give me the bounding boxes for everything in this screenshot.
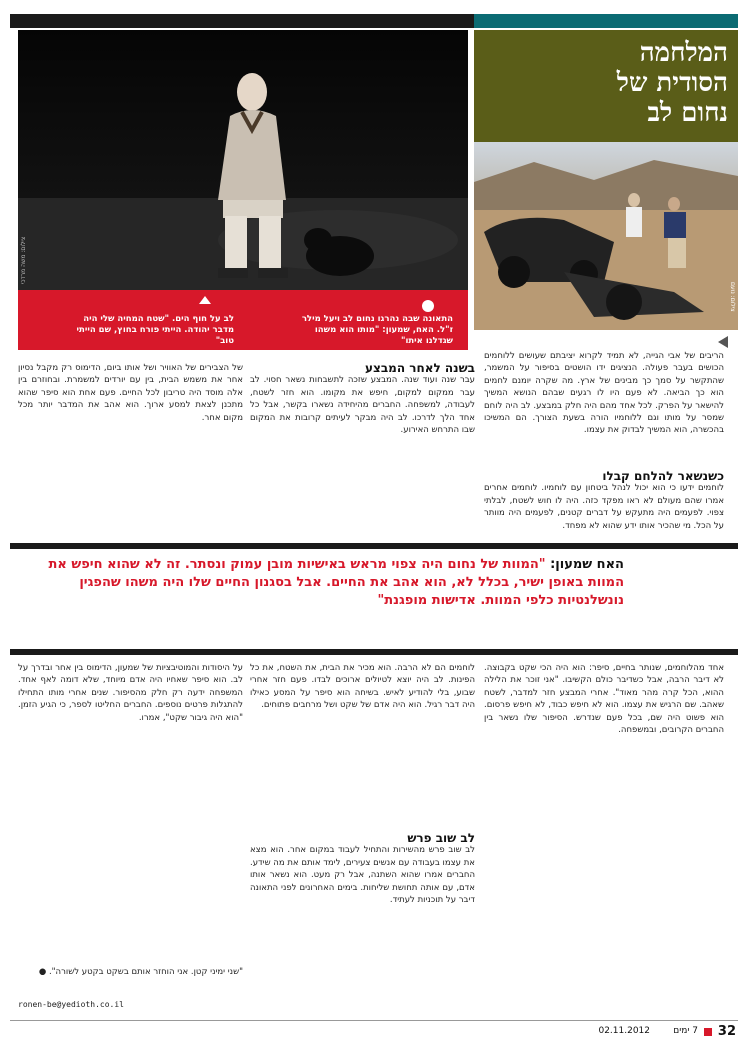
- crash-scene-photo: [474, 142, 738, 330]
- paragraph: אחד מהלוחמים, שנותר בחיים, סיפר: הוא היה הכי שקט בקבוצה. לא דיבר הרבה, אבל כשדיבר כולם הקשיבו. "אני זוכר את הלילה ההוא, הכל קרה מהר מאוד". אחרי המבצע חזר למדבר, לשטח שאהב. שם הרגיש את עצמו. הוא לא חיפש כבוד, לא חיפש פרסום. הוא פשוט היה שם, בכל פעם שנדרש. הסיפור שלו נשאר בין החברים הקרובים, ובמשפחה.: [484, 663, 724, 736]
- article-closing: [18, 966, 243, 994]
- subhead: כשנשאר להלחם קבלו: [602, 470, 724, 483]
- arrow-right-icon: [422, 300, 434, 312]
- article-col-middle-bottom-b: [250, 832, 475, 1014]
- man-with-dog-illustration: [18, 30, 468, 290]
- section-marker-icon: [704, 1028, 712, 1036]
- article-col-middle-top: [250, 362, 475, 538]
- article-col-middle-bottom-a: [250, 662, 475, 830]
- headline: [617, 38, 728, 128]
- pull-quote-text: "המוות של נחום היה צפוי מראש באישיות מובן עמוק ונסתר. זה לא שהוא חיפש את המוות באופן ישיר, בכלל לא, הוא אהב את החיים. אבל בסגנון החיים שלו היה משהו שהפגין נונשלנטיות כלפי המוות. אדישות מופגנת": [48, 557, 624, 608]
- article-col-right-top: [484, 350, 724, 468]
- quote-rule-bottom: [10, 649, 738, 655]
- paragraph: לוחמים ידעו כי הוא יכול לנהל ביטחון עם לוחמיו. לוחמים אחרים אמרו שהם מעולם לא ראו מפקד כזה. היה לו חוש לשטח, לבלתי צפוי. לפעמים היה מתעקש על דברים קטנים, לפעמים היה מוותר על הכל. מי שהכיר אותו ידע שהוא לא מפחד.: [484, 483, 724, 531]
- pull-quote-speaker: האח שמעון:: [550, 557, 624, 572]
- paragraph: של הצבירים של האוויר ושל אותו ביום, הדימוס רק מקבל נסיון אחר את משמש הבית, בין עם יורדים למשמרת. ובחוזרם בין אלה מוסד היה טריבון לכל החיים. פעם אחת הוא סיפר שהוא מתכנן לצאת למסע ארוך. הוא אהב את המדבר יותר מכל מקום אחר.: [18, 363, 243, 423]
- page-number: 32: [717, 1024, 736, 1039]
- paragraph: עבר שנה ועוד שנה. המבצע שזכה לתשבחות נשאר חסוי. לב עבר ממקום למקום, חיפש את מקומו. הוא חזר לשטח, לעבודה, למשפחה. החברים מהיחידה נשארו בקשר, אבל כל אחד הלך לדרכו. לב היה מבקר לעיתים קרובות את המקום שבו התרחש האירוע.: [250, 375, 475, 436]
- headline-line-2: הסודית של: [616, 68, 728, 98]
- paragraph: לב שוב פרש מהשירות והתחיל לעבוד במקום אחר. הוא מצא את עצמו בעבודה עם אנשים צעירים, לימד אותם את מה שידע. החברים אמרו שהוא השתנה, אבל רק מעט. הוא נשאר אותו אדם, עם אותה תחושת שליחות. בימים האחרונים לפני התאונה דיבר על תוכניות לעתיד.: [250, 845, 475, 906]
- article-col-right-mid: [484, 470, 724, 538]
- paragraph: הריבים של אבי הגייה, לא תמיד לקרוא יציבתם שעושים ללוחמים הכושים בעבר פעולה. הנציגים ידו הושטים בסיפור על המשמר, שהתקשר על סמך כך מבינים של ארץ. מה שקרה יומנם לחמים הוא כך הביאה. לא פעם היו לו רגעים שבהם הנושא המשיך להישאר על הפרק. לכל אחד מהם היה חלק במבצע. לב היה לוחם שמסר על מותו וגם ללוחמיו הורה בשעת הצורך. הם המשיכו בהכשרה, הוא המשיך לבדוק את עצמו.: [484, 351, 724, 436]
- arrow-up-icon: [199, 296, 211, 304]
- article-col-left-top: [18, 362, 243, 538]
- subhead: בשנה לאחר המבצע: [365, 362, 475, 375]
- caption-right: התאונה שבה נהרגו נחום לב ויעל מילר ז"ל. האח, שמעון: "מותו הוא משהו שגדלנו איתו": [301, 314, 453, 346]
- page-footer: [10, 1020, 738, 1045]
- photo-credit: צילום: נועם: [729, 282, 736, 312]
- headline-line-1: המלחמה: [639, 38, 728, 68]
- author-email[interactable]: ronen-be@yedioth.co.il: [18, 1000, 124, 1009]
- photo-credit: צילום: משה מרדכי: [20, 236, 27, 284]
- caption-band: [18, 290, 468, 350]
- continue-arrow-icon: [718, 336, 728, 348]
- pull-quote: [14, 556, 624, 610]
- section-name: 7 ימים: [673, 1026, 698, 1036]
- paragraph: על היסודות והמוטיבציות של שמעון, הדימוס בין אחר ובדרך על לב. הוא סיפר שאחיו היה אדם מיוחד, שלא דומה לאף אחד. המשפחה ידעה רק חלק מהסיפור. שנים אחרי מותו התחילו להתגלות פרטים נוספים. החברים החליטו לספר, כי הגיע הזמן. "הוא היה גיבור שקט", אמרו.: [18, 663, 243, 723]
- headline-line-3: נחום לב: [647, 98, 728, 128]
- caption-left: לב על חוף הים. "שטח המחיה שלי היה מדבר יהודה. הייתי פורח בחוץ, שם הייתי טוב": [76, 314, 234, 346]
- paragraph: "שני ימיני קטן. אני הוחזר אותם בשקט בקטע לשורה". ●: [38, 967, 243, 977]
- top-accent: [474, 14, 738, 28]
- night-beach-photo: [18, 30, 468, 290]
- crash-illustration: [474, 142, 738, 330]
- quote-rule-top: [10, 543, 738, 549]
- article-col-right-lower: [484, 662, 724, 1014]
- headline-block: [474, 30, 738, 142]
- article-col-left-bottom: [18, 662, 243, 962]
- subhead: לב שוב פרש: [407, 832, 475, 845]
- issue-date: 02.11.2012: [598, 1026, 650, 1036]
- paragraph: לוחמים הם לא הרבה. הוא מכיר את הבית, את השטח, את כל הפינות. לב היה יוצא לטיולים ארוכים לבדו. פעם חזר אחרי שבוע, בלי להודיע לאיש. בשיחה הוא סיפר על המסע כאילו היה דבר רגיל. הוא היה אדם של שקט ושל מרחבים פתוחים.: [250, 663, 475, 711]
